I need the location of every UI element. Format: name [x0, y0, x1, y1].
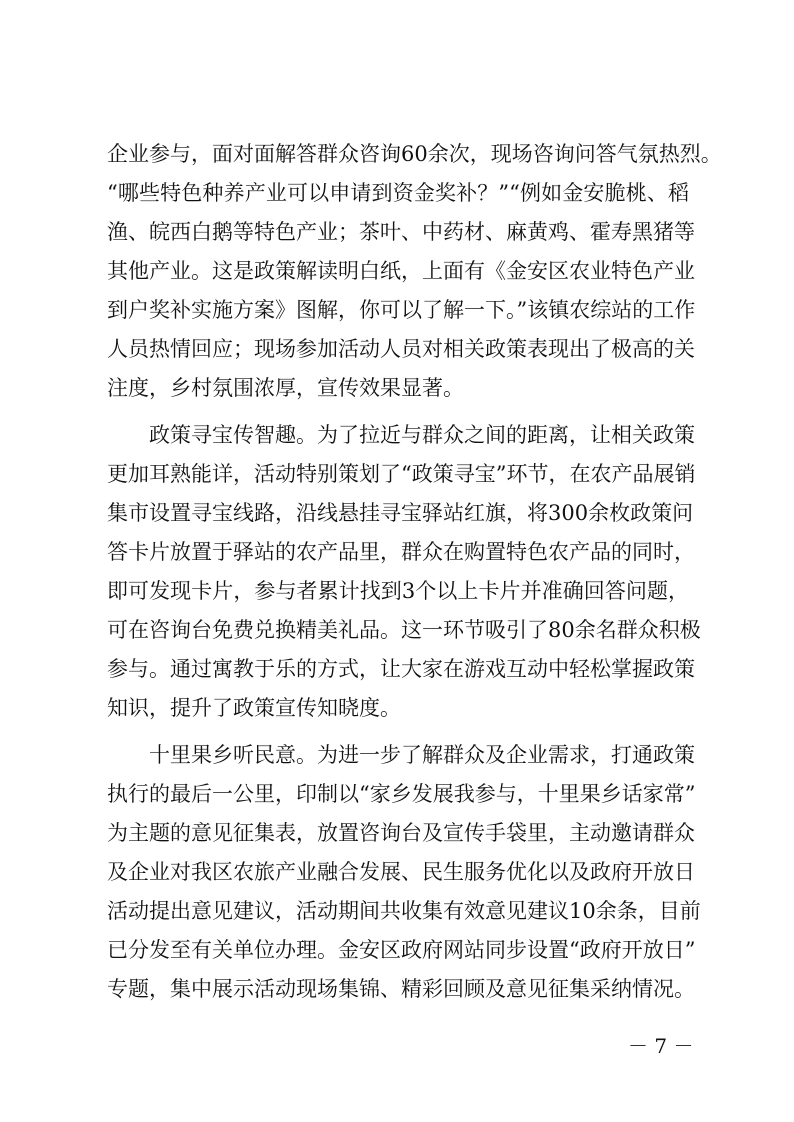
paragraph-3-line-6: 已分发至有关单位办理。金安区政府网站同步设置“政府开放日” [107, 938, 696, 962]
paragraph-1-line-3: 渔、皖西白鹅等特色产业；茶叶、中药材、麻黄鸡、霍寿黑猪等 [107, 220, 695, 244]
page-number: － 7 － [628, 1034, 694, 1058]
paragraph-3-line-1: 十里果乡听民意。为进一步了解群众及企业需求，打通政策 [149, 743, 695, 767]
paragraph-1-line-2: “哪些特色种养产业可以申请到资金奖补？”“例如金安脆桃、稻 [107, 181, 689, 205]
paragraph-3-line-2: 执行的最后一公里，印制以“家乡发展我参与，十里果乡话家常” [107, 782, 696, 806]
paragraph-3-line-3: 为主题的意见征集表，放置咨询台及宣传手袋里，主动邀请群众 [107, 821, 695, 845]
paragraph-1-line-7: 注度，乡村氛围浓厚，宣传效果显著。 [107, 376, 464, 400]
paragraph-3-line-5: 活动提出意见建议，活动期间共收集有效意见建议10余条，目前 [107, 899, 701, 923]
paragraph-3-line-7: 专题，集中展示活动现场集锦、精彩回顾及意见征集采纳情况。 [107, 977, 695, 1001]
paragraph-2-line-7: 参与。通过寓教于乐的方式，让大家在游戏互动中轻松掌握政策 [107, 657, 695, 681]
paragraph-2-line-2: 更加耳熟能详，活动特别策划了“政策寻宝”环节，在农产品展销 [107, 462, 696, 486]
paragraph-1-line-6: 人员热情回应；现场参加活动人员对相关政策表现出了极高的关 [107, 337, 695, 361]
paragraph-1-line-1: 企业参与，面对面解答群众咨询60余次，现场咨询问答气氛热烈。 [107, 142, 722, 166]
paragraph-1-line-5: 到户奖补实施方案》图解，你可以了解一下。”该镇农综站的工作 [107, 298, 696, 322]
paragraph-2-line-1: 政策寻宝传智趣。为了拉近与群众之间的距离，让相关政策 [149, 423, 695, 447]
paragraph-2-line-5: 即可发现卡片，参与者累计找到3个以上卡片并准确回答问题， [107, 579, 689, 603]
paragraph-2-line-6: 可在咨询台免费兑换精美礼品。这一环节吸引了80余名群众积极 [107, 618, 701, 642]
paragraph-2-line-3: 集市设置寻宝线路，沿线悬挂寻宝驿站红旗，将300余枚政策问 [107, 501, 694, 525]
paragraph-2-line-4: 答卡片放置于驿站的农产品里，群众在购置特色农产品的同时， [107, 540, 695, 564]
paragraph-2-line-8: 知识，提升了政策宣传知晓度。 [107, 696, 401, 720]
paragraph-3-line-4: 及企业对我区农旅产业融合发展、民生服务优化以及政府开放日 [107, 860, 695, 884]
paragraph-1-line-4: 其他产业。这是政策解读明白纸，上面有《金安区农业特色产业 [107, 259, 695, 283]
